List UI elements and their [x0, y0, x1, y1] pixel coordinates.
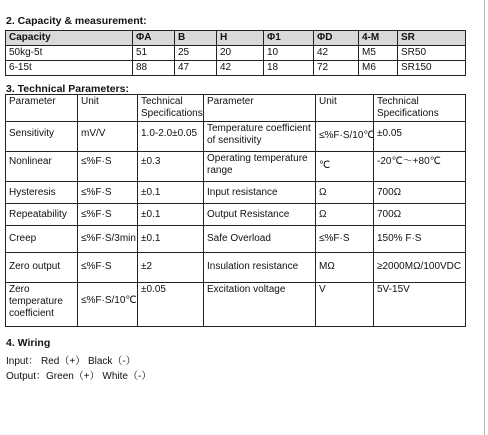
table-cell: 1.0-2.0±0.05: [138, 122, 204, 152]
table-cell: ±0.3: [138, 152, 204, 182]
tech-header-cell: Unit: [316, 95, 374, 122]
table-cell: ≤%F·S/10℃: [316, 122, 374, 152]
table-cell: ≥2000MΩ/100VDC: [374, 253, 466, 283]
table-row: [6, 61, 466, 76]
capacity-header-cell: ΦA: [133, 31, 175, 46]
table-cell: 42: [314, 46, 359, 61]
table-cell: MΩ: [316, 253, 374, 283]
table-cell: ±2: [138, 253, 204, 283]
table-cell: Operating temperature range: [204, 152, 316, 182]
table-cell: Input resistance: [204, 182, 316, 204]
table-cell: ±0.1: [138, 204, 204, 226]
table-cell: 700Ω: [374, 204, 466, 226]
table-cell: Excitation voltage: [204, 283, 316, 327]
table-row: [6, 182, 466, 204]
tech-header-cell: Unit: [78, 95, 138, 122]
table-cell: Hysteresis: [6, 182, 78, 204]
tech-header-row: [6, 95, 466, 122]
table-cell: M6: [359, 61, 398, 76]
wiring-input-text: Input： Red（+） Black（-）: [6, 356, 136, 367]
table-cell: Safe Overload: [204, 226, 316, 253]
table-cell: 25: [175, 46, 217, 61]
table-cell: SR50: [398, 46, 466, 61]
wiring-output-text: Output：Green（+） White（-）: [6, 371, 152, 382]
table-cell: 72: [314, 61, 359, 76]
capacity-header-row: [6, 31, 466, 46]
table-cell: 42: [217, 61, 264, 76]
table-cell: 47: [175, 61, 217, 76]
wiring-heading: 4. Wiring: [6, 337, 51, 349]
table-cell: ≤%F·S: [78, 253, 138, 283]
capacity-header-cell: Capacity: [6, 31, 133, 46]
tech-params-heading: 3. Technical Parameters:: [6, 83, 129, 95]
table-cell: Ω: [316, 182, 374, 204]
table-cell: 10: [264, 46, 314, 61]
table-cell: mV/V: [78, 122, 138, 152]
table-cell: ±0.1: [138, 182, 204, 204]
tech-header-cell: Technical Specifications: [138, 95, 204, 122]
capacity-heading: 2. Capacity & measurement:: [6, 15, 147, 27]
table-cell: -20℃～+80℃: [374, 152, 466, 182]
table-cell: 51: [133, 46, 175, 61]
table-row: [6, 204, 466, 226]
table-cell: Repeatability: [6, 204, 78, 226]
capacity-table: [5, 30, 466, 76]
capacity-header-cell: 4-M: [359, 31, 398, 46]
table-cell: ≤%F·S: [316, 226, 374, 253]
capacity-header-cell: Φ1: [264, 31, 314, 46]
table-cell: ±0.05: [374, 122, 466, 152]
table-cell: 20: [217, 46, 264, 61]
table-cell: ±0.05: [138, 283, 204, 327]
table-cell: Ω: [316, 204, 374, 226]
table-cell: SR150: [398, 61, 466, 76]
table-row: [6, 122, 466, 152]
table-row: [6, 46, 466, 61]
table-cell: 6-15t: [6, 61, 133, 76]
table-cell: Zero temperature coefficient: [6, 283, 78, 327]
table-cell: 150% F·S: [374, 226, 466, 253]
tech-params-table: [5, 94, 466, 327]
table-cell: 88: [133, 61, 175, 76]
capacity-header-cell: H: [217, 31, 264, 46]
table-cell: ≤%F·S/10℃: [78, 283, 138, 327]
table-cell: 18: [264, 61, 314, 76]
table-cell: 5V-15V: [374, 283, 466, 327]
table-cell: M5: [359, 46, 398, 61]
capacity-header-cell: ΦD: [314, 31, 359, 46]
tech-header-cell: Parameter: [204, 95, 316, 122]
table-cell: ℃: [316, 152, 374, 182]
table-row: [6, 152, 466, 182]
table-cell: Sensitivity: [6, 122, 78, 152]
capacity-header-cell: B: [175, 31, 217, 46]
table-cell: Nonlinear: [6, 152, 78, 182]
table-row: [6, 226, 466, 253]
table-cell: Temperature coefficient of sensitivity: [204, 122, 316, 152]
table-cell: Insulation resistance: [204, 253, 316, 283]
table-cell: ≤%F·S: [78, 204, 138, 226]
capacity-header-cell: SR: [398, 31, 466, 46]
table-row: [6, 253, 466, 283]
table-cell: V: [316, 283, 374, 327]
tech-header-cell: Technical Specifications: [374, 95, 466, 122]
page-edge-divider: [484, 0, 485, 435]
tech-header-cell: Parameter: [6, 95, 78, 122]
table-row: [6, 283, 466, 327]
table-cell: Creep: [6, 226, 78, 253]
table-cell: ≤%F·S: [78, 182, 138, 204]
table-cell: 700Ω: [374, 182, 466, 204]
table-cell: ≤%F·S/3min: [78, 226, 138, 253]
table-cell: ≤%F·S: [78, 152, 138, 182]
table-cell: Zero output: [6, 253, 78, 283]
table-cell: Output Resistance: [204, 204, 316, 226]
table-cell: ±0.1: [138, 226, 204, 253]
table-cell: 50kg-5t: [6, 46, 133, 61]
